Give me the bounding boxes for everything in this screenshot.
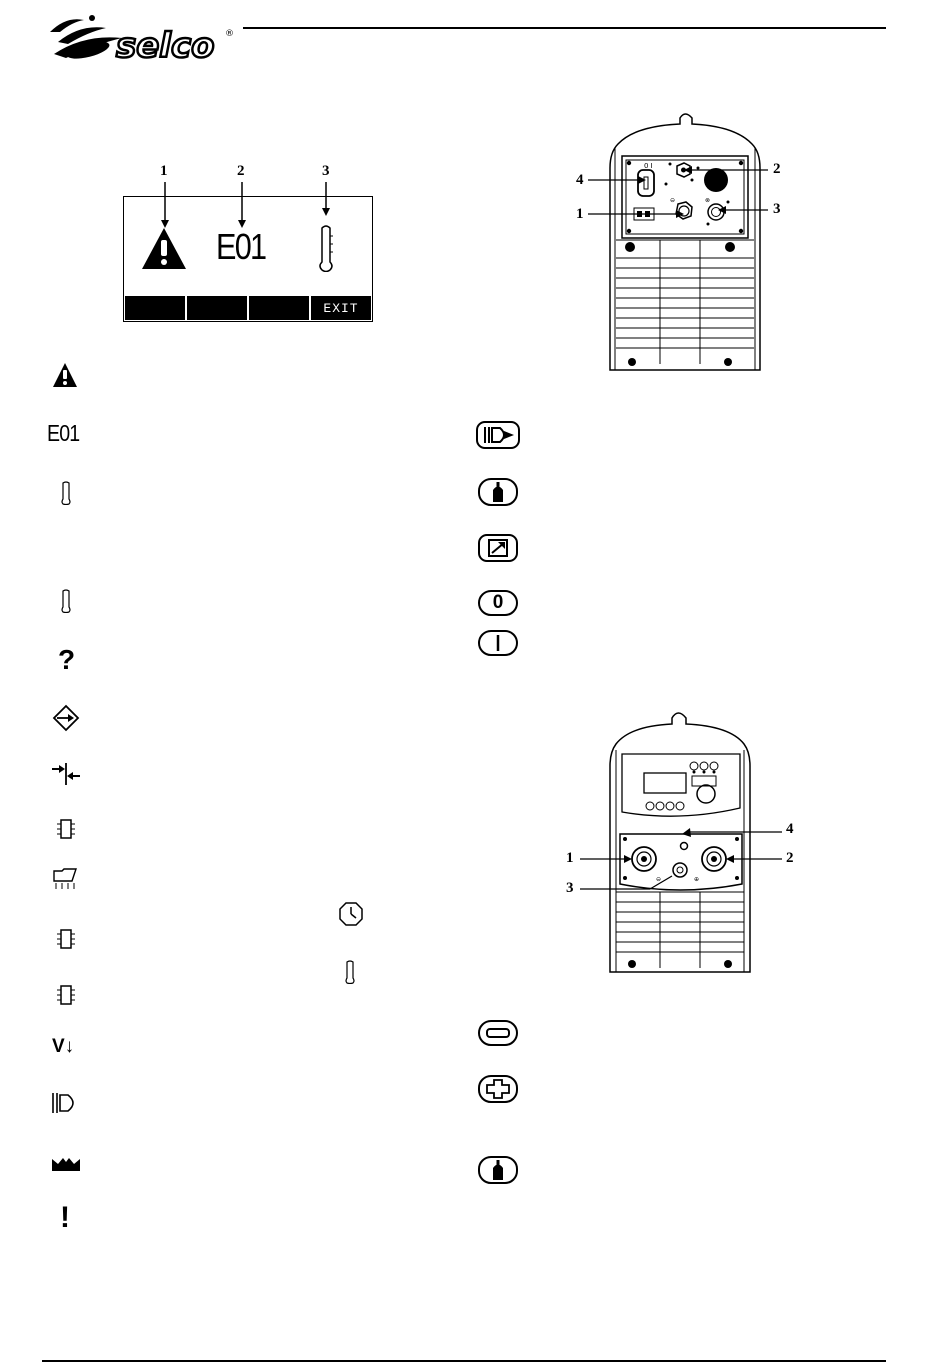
lcd-thermometer-icon (317, 224, 335, 272)
lcd-callout-1: 1 (160, 163, 168, 179)
rear-callout-1: 1 (576, 206, 584, 222)
voltage-down-icon: V↓ (52, 1036, 75, 1057)
gas-cylinder-icon (478, 478, 518, 506)
softkey-1[interactable] (125, 296, 185, 320)
svg-text:⊖: ⊖ (670, 197, 676, 204)
warning-icon (52, 362, 78, 388)
front-callout-4: 4 (786, 821, 794, 837)
rear-panel-figure (560, 108, 830, 378)
chip-icon-2 (56, 928, 76, 950)
footer-rule (42, 1360, 886, 1362)
brand-wordmark: selco (116, 26, 215, 60)
power-on-icon (478, 630, 518, 656)
chip-icon-3 (56, 984, 76, 1006)
thermometer-icon-2 (60, 589, 72, 613)
clock-icon (338, 901, 364, 927)
svg-text:⊖: ⊖ (656, 876, 662, 883)
svg-text:⊕: ⊕ (694, 876, 700, 883)
svg-text:®: ® (225, 29, 234, 39)
thermometer-icon (60, 481, 72, 505)
softkey-3[interactable] (249, 296, 309, 320)
svg-text:0 I: 0 I (644, 162, 653, 170)
chip-icon (56, 818, 76, 840)
plug-icon (50, 1091, 80, 1115)
lcd-softkey-bar (125, 296, 371, 320)
front-callout-1: 1 (566, 850, 574, 866)
softkey-2[interactable] (187, 296, 247, 320)
lcd-callout-3: 3 (322, 163, 330, 179)
exclamation-icon: ! (60, 1201, 70, 1234)
error-code-icon: E01 (47, 420, 80, 446)
gas-cylinder-icon-2 (478, 1156, 518, 1184)
thermometer-icon-inline (344, 960, 356, 984)
rear-callout-2: 2 (773, 161, 781, 177)
svg-text:⊗: ⊗ (705, 197, 711, 204)
header-rule (243, 27, 886, 29)
negative-terminal-icon (478, 1020, 518, 1046)
lcd-warning-icon (141, 226, 187, 270)
mains-plug-icon (476, 421, 520, 449)
selco-logo (44, 12, 240, 60)
rear-callout-3: 3 (773, 201, 781, 217)
power-off-icon: 0 (478, 590, 518, 616)
question-icon: ? (58, 644, 76, 675)
short-circuit-icon (50, 762, 82, 786)
lcd-callout-2: 2 (237, 163, 245, 179)
diamond-arrow-icon (52, 704, 80, 732)
front-callout-3: 3 (566, 880, 574, 896)
positive-terminal-icon (478, 1075, 518, 1103)
rear-callout-4: 4 (576, 172, 584, 188)
softkey-exit[interactable]: EXIT (311, 296, 371, 320)
folder-arrows-icon (52, 867, 80, 891)
crown-icon (51, 1155, 81, 1173)
remote-icon (478, 534, 518, 562)
lcd-error-code: E01 (216, 226, 266, 267)
front-panel-figure (560, 706, 830, 980)
front-callout-2: 2 (786, 850, 794, 866)
